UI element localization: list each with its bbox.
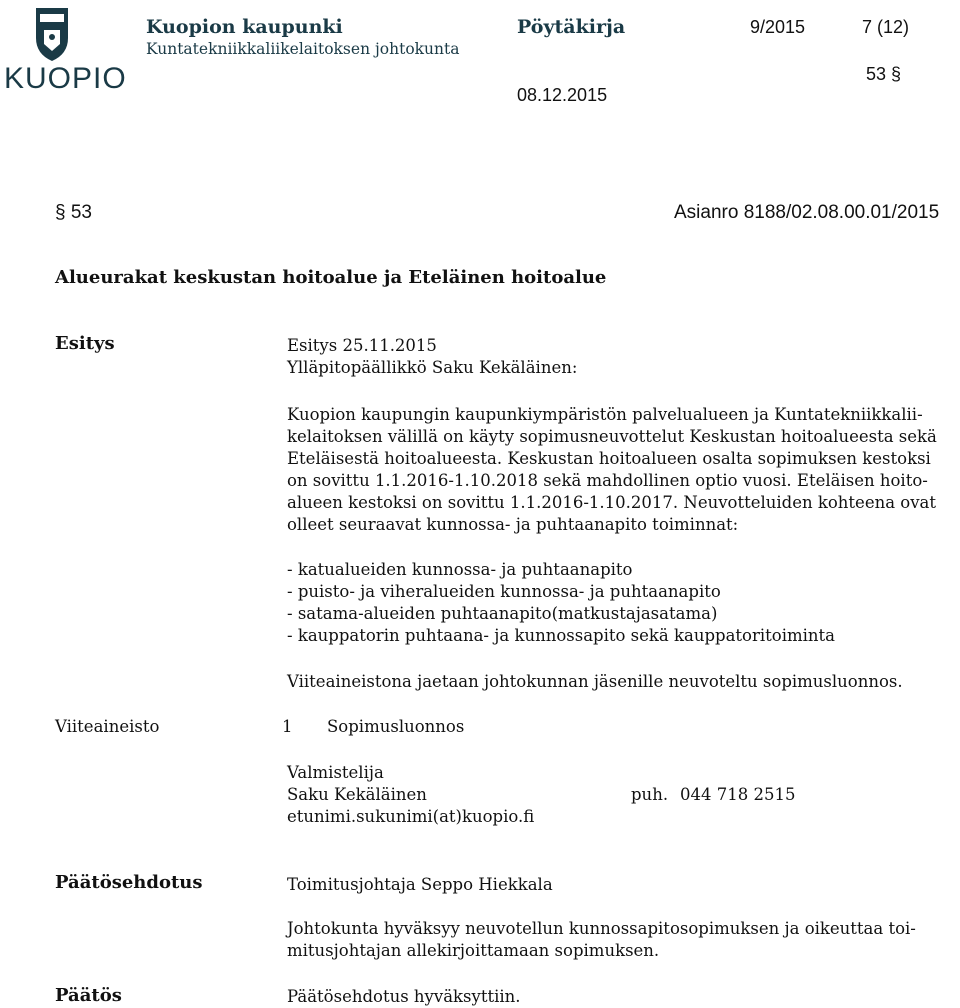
board-name: Kuntatekniikkaliikelaitoksen johtokunta xyxy=(146,40,460,58)
paragraph-line: Kuopion kaupungin kaupunkiympäristön palvelualueen ja Kuntatekniikkalii- xyxy=(287,405,923,424)
coat-of-arms-icon xyxy=(4,4,100,64)
viiteaineisto-label: Viiteaineisto xyxy=(55,717,160,736)
paragraph-line: Eteläisestä hoitoalueesta. Keskustan hoitoalueen osalta sopimuksen kestoksi xyxy=(287,449,931,468)
page-number: 7 (12) xyxy=(862,17,910,37)
proposal-line: mitusjohtajan allekirjoittamaan sopimuksen. xyxy=(287,941,660,960)
doc-number: 9/2015 xyxy=(750,17,806,37)
meeting-date: 08.12.2015 xyxy=(517,85,608,105)
paragraph-line: on sovittu 1.1.2016-1.10.2018 sekä mahdollinen optio vuosi. Eteläisen hoito- xyxy=(287,471,928,490)
phone-label: puh. xyxy=(631,785,669,804)
logo-wordmark: KUOPIO xyxy=(4,62,127,95)
case-reference: Asianro 8188/02.08.00.01/2015 xyxy=(674,202,940,223)
list-item: - satama-alueiden puhtaanapito(matkustajasatama) xyxy=(287,604,718,623)
item-title: Alueurakat keskustan hoitoalue ja Eteläinen hoitoalue xyxy=(55,267,607,288)
attachment-name: Sopimusluonnos xyxy=(327,717,465,736)
preparer-name: Saku Kekäläinen xyxy=(287,785,427,804)
list-item: - katualueiden kunnossa- ja puhtaanapito xyxy=(287,560,633,579)
valmistelija-label: Valmistelija xyxy=(287,763,384,782)
list-item: - puisto- ja viheralueiden kunnossa- ja puhtaanapito xyxy=(287,582,721,601)
org-name: Kuopion kaupunki xyxy=(146,16,343,38)
section-marker: 53 § xyxy=(866,64,902,84)
esitys-date: Esitys 25.11.2015 xyxy=(287,336,437,355)
proposer: Toimitusjohtaja Seppo Hiekkala xyxy=(287,875,553,894)
esitys-presenter: Ylläpitopäällikkö Saku Kekäläinen: xyxy=(287,358,578,377)
attachment-number: 1 xyxy=(282,717,293,736)
paatosehdotus-label: Päätösehdotus xyxy=(55,872,203,893)
phone-number: 044 718 2515 xyxy=(680,785,796,804)
paragraph-line: olleet seuraavat kunnossa- ja puhtaanapito toiminnat: xyxy=(287,515,739,534)
decision-text: Päätösehdotus hyväksyttiin. xyxy=(287,987,521,1006)
doc-type: Pöytäkirja xyxy=(517,16,626,38)
paragraph-line: kelaitoksen välillä on käyty sopimusneuvottelut Keskustan hoitoalueesta sekä xyxy=(287,427,937,446)
preparer-email: etunimi.sukunimi(at)kuopio.fi xyxy=(287,807,535,826)
esitys-label: Esitys xyxy=(55,333,115,354)
paragraph-line: alueen kestoksi on sovittu 1.1.2016-1.10.2017. Neuvotteluiden kohteena ovat xyxy=(287,493,937,512)
paatos-label: Päätös xyxy=(55,985,122,1006)
section-number: § 53 xyxy=(55,202,92,223)
reference-note: Viiteaineistona jaetaan johtokunnan jäsenille neuvoteltu sopimusluonnos. xyxy=(287,672,903,691)
list-item: - kauppatorin puhtaana- ja kunnossapito sekä kauppatoritoiminta xyxy=(287,626,836,645)
proposal-line: Johtokunta hyväksyy neuvotellun kunnossapitosopimuksen ja oikeuttaa toi- xyxy=(287,919,916,938)
kuopio-logo xyxy=(4,4,127,96)
